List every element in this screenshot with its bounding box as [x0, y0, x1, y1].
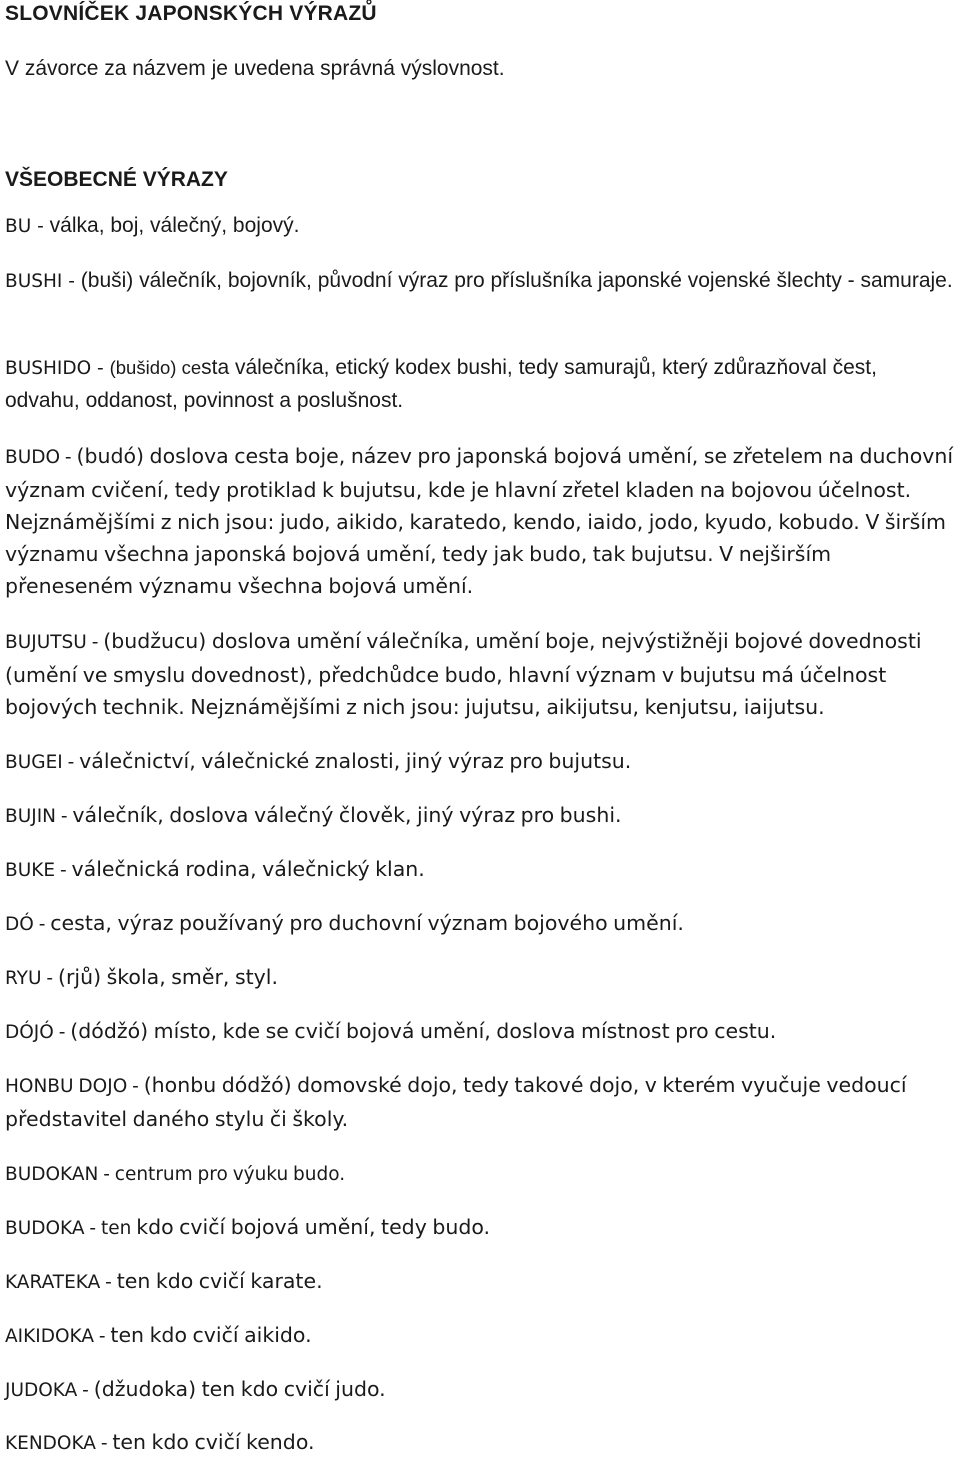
entry-honbu-dojo: HONBU DOJO - (honbu dódžó) domovské dojo, tedy takové dojo, v kterém vyučuje vedoucí představitel daného stylu či školy.	[5, 1073, 907, 1131]
entry-term: BU	[5, 216, 32, 237]
entry-kendoka: KENDOKA - ten kdo cvičí kendo.	[5, 1430, 315, 1454]
entry-bujin: BUJIN - válečník, doslova válečný člověk, jiný výraz pro bushi.	[5, 803, 622, 827]
entry-term: BUJIN	[5, 806, 56, 827]
entry-buke: BUKE - válečnická rodina, válečnický klan.	[5, 857, 425, 881]
entry-definition: ten kdo cvičí karate.	[116, 1269, 323, 1293]
entry-term: BUDO	[5, 447, 61, 468]
entry-definition: válečník, doslova válečný člověk, jiný výraz pro bushi.	[72, 803, 622, 827]
entry-term: BUDOKA	[5, 1218, 85, 1239]
entry-definition: (buši) válečník, bojovník, původní výraz pro příslušníka japonské vojenské šlechty - samuraje.	[80, 269, 953, 292]
entry-definition: ten kdo cvičí kendo.	[112, 1430, 315, 1454]
entry-bujutsu: BUJUTSU - (budžucu) doslova umění válečníka, umění boje, nejvýstižněji bojové dovednosti (umění ve smyslu dovednost), předchůdce budo, hlavní význam v bujutsu má účelnost bojových technik. Nejznámějšími z nich jsou: jujutsu, aikijutsu, kenjutsu, iaijutsu.	[5, 629, 922, 719]
entry-definition: ten kdo cvičí aikido.	[110, 1323, 312, 1347]
document-title: SLOVNÍČEK JAPONSKÝCH VÝRAZŮ	[5, 2, 377, 25]
entry-definition: (džudoka) ten kdo cvičí judo.	[93, 1377, 386, 1401]
entry-term: BUSHIDO	[5, 358, 92, 379]
entry-dojo: DÓJÓ - (dódžó) místo, kde se cvičí bojová umění, doslova místnost pro cestu.	[5, 1019, 777, 1043]
entry-definition: válka, boj, válečný, bojový.	[49, 214, 300, 237]
entry-pronunciation: (bušido) ce	[109, 357, 202, 378]
entry-bushido: BUSHIDO - (bušido) cesta válečníka, etický kodex bushi, tedy samurajů, který zdůrazňoval čest, odvahu, oddanost, povinnost a poslušnost.	[5, 356, 877, 412]
entry-budo: BUDO - (budó) doslova cesta boje, název pro japonská bojová umění, se zřetelem na duchovní význam cvičení, tedy protiklad k bujutsu, kde je hlavní zřetel kladen na bojovou účelnost. Nejznámějšími z nich jsou: judo, aikido, karatedo, kendo, iaido, jodo, kyudo, kobudo. V širším významu všechna japonská bojová umění, tedy jak budo, tak bujutsu. V nejširším přeneseném významu všechna bojová umění.	[5, 444, 954, 598]
entry-term: HONBU DOJO	[5, 1076, 128, 1097]
entry-aikidoka: AIKIDOKA - ten kdo cvičí aikido.	[5, 1323, 312, 1347]
entry-term: BUKE	[5, 860, 56, 881]
entry-definition: (budžucu) doslova umění válečníka, umění boje, nejvýstižněji bojové dovednosti (umění ve smyslu dovednost), předchůdce budo, hlavní význam v bujutsu má účelnost bojových technik. Nejznámějšími z nich jsou: jujutsu, aikijutsu, kenjutsu, iaijutsu.	[5, 629, 922, 719]
entry-term: BUJUTSU	[5, 632, 87, 653]
entry-bu: BU - válka, boj, válečný, bojový.	[5, 214, 300, 237]
entry-karateka: KARATEKA - ten kdo cvičí karate.	[5, 1269, 323, 1293]
document-subtitle: V závorce za názvem je uvedena správná výslovnost.	[5, 57, 505, 80]
entry-term: DÓ	[5, 914, 34, 935]
entry-term: AIKIDOKA	[5, 1326, 94, 1347]
entry-ryu: RYU - (rjů) škola, směr, styl.	[5, 965, 279, 989]
entry-definition: (honbu dódžó) domovské dojo, tedy takové dojo, v kterém vyučuje vedoucí představitel daného stylu či školy.	[5, 1073, 907, 1131]
entry-do: DÓ - cesta, výraz používaný pro duchovní význam bojového umění.	[5, 911, 684, 935]
entry-bushi: BUSHI - (buši) válečník, bojovník, původní výraz pro příslušníka japonské vojenské šlechty - samuraje.	[5, 269, 953, 292]
entry-definition: válečnická rodina, válečnický klan.	[71, 857, 425, 881]
entry-definition: centrum pro výuku budo.	[114, 1164, 346, 1185]
entry-budokan: BUDOKAN - centrum pro výuku budo.	[5, 1164, 346, 1185]
entry-bugei: BUGEI - válečnictví, válečnické znalosti, jiný výraz pro bujutsu.	[5, 749, 632, 773]
entry-budoka: BUDOKA - ten kdo cvičí bojová umění, tedy budo.	[5, 1215, 491, 1239]
entry-definition: kdo cvičí bojová umění, tedy budo.	[136, 1215, 491, 1239]
entry-definition: cesta, výraz používaný pro duchovní význam bojového umění.	[50, 911, 684, 935]
entry-term: BUSHI	[5, 271, 63, 292]
entry-term: BUDOKAN	[5, 1164, 99, 1185]
entry-term: KENDOKA	[5, 1433, 96, 1454]
section-heading: VŠEOBECNÉ VÝRAZY	[5, 168, 228, 191]
entry-term: JUDOKA	[5, 1380, 78, 1401]
entry-term: BUGEI	[5, 752, 63, 773]
entry-definition: (dódžó) místo, kde se cvičí bojová umění, doslova místnost pro cestu.	[70, 1019, 777, 1043]
entry-definition: sta válečníka, etický kodex bushi, tedy samurajů, který zdůrazňoval čest, odvahu, oddanost, povinnost a poslušnost.	[5, 356, 877, 412]
entry-definition: válečnictví, válečnické znalosti, jiný výraz pro bujutsu.	[79, 749, 632, 773]
entry-definition: (rjů) škola, směr, styl.	[57, 965, 279, 989]
entry-definition: (budó) doslova cesta boje, název pro japonská bojová umění, se zřetelem na duchovní význam cvičení, tedy protiklad k bujutsu, kde je hlavní zřetel kladen na bojovou účelnost. Nejznámějšími z nich jsou: judo, aikido, karatedo, kendo, iaido, jodo, kyudo, kobudo. V širším významu všechna japonská bojová umění, tedy jak budo, tak bujutsu. V nejširším přeneseném významu všechna bojová umění.	[5, 444, 954, 598]
entry-judoka: JUDOKA - (džudoka) ten kdo cvičí judo.	[5, 1377, 386, 1401]
entry-term: RYU	[5, 968, 42, 989]
entry-term: KARATEKA	[5, 1272, 101, 1293]
entry-term: DÓJÓ	[5, 1022, 54, 1043]
